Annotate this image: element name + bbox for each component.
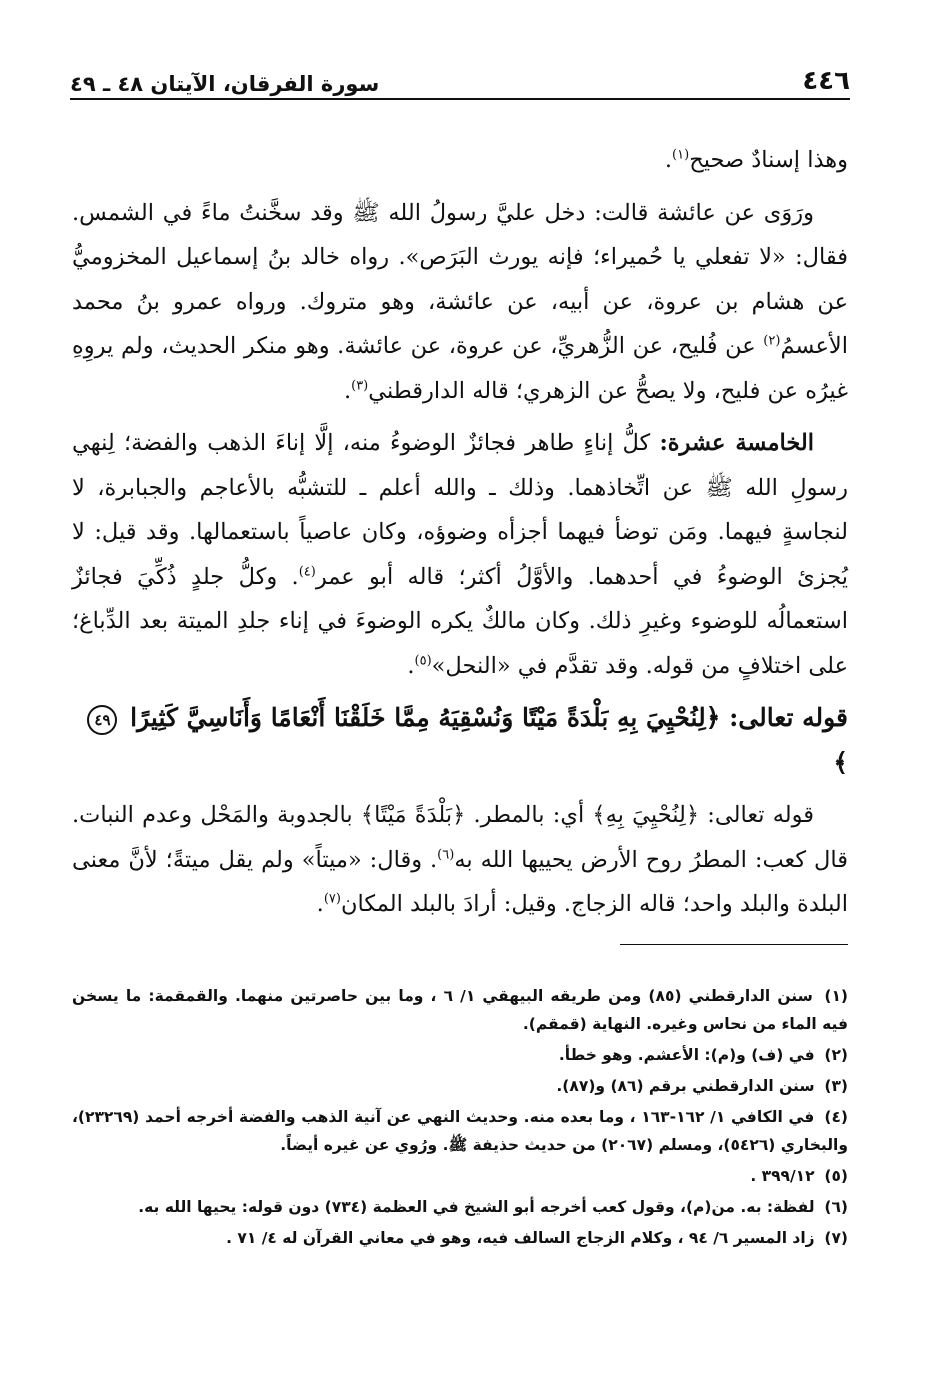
footnote-7: (٧) زاد المسير ٦/ ٩٤ ، وكلام الزجاج السالف فيه، وهو في معاني القرآن له ٤/ ٧١ .: [226, 1229, 848, 1247]
footnote-5: (٥) ٣٩٩/١٢ .: [750, 1167, 848, 1185]
footnote-4: (٤) في الكافي ١/ ١٦٢-١٦٣ ، وما بعده منه. وحديث النهي عن آنية الذهب والفضة أخرجه أحمد (٢٣٢٦٩)، والبخاري (٥٤٢٦)، ومسلم (٢٠٦٧) من حديث حذيفة ﷺ. ورُوي عن غيره أيضاً.: [72, 1108, 849, 1154]
paragraph-3: الخامسة عشرة: كلُّ إناءٍ طاهر فجائزٌ الوضوءُ منه، إلَّا إناءَ الذهب والفضة؛ لِنهي رسولِ الله ﷺ عن اتِّخاذهما. وذلك ـ والله أعلم ـ للتشبُّه بالأعاجم والجبابرة، لا لنجاسةٍ فيهما. ومَن توضأ فيهما أجزأه وضوؤه، وكان عاصياً باستعمالها. وقد قيل: لا يُجزئ الوضوءُ في أحدهما. والأوَّلُ أكثر؛ قاله أبو عمر$^{(٤)}$. وكلُّ جلدٍ ذُكِّيَ فجائزٌ استعمالُه للوضوء وغيرِ ذلك. وكان مالكٌ يكره الوضوءَ في إناء جلدِ الميتة بعد الدِّباغ؛ على اختلافٍ من قوله. وقد تقدَّم في «النحل»$^{(٥)}$.: [72, 430, 848, 679]
verse-heading: قوله تعالى: ﴿لِنُحْيِيَ بِهِ بَلْدَةً مَيْتًا وَنُسْقِيَهُ مِمَّا خَلَقْنَا أَنْعَامًا وَأَنَاسِيَّ كَثِيرًا ٤٩﴾: [72, 696, 848, 785]
footnote-ref-4: (٤): [298, 564, 316, 579]
footnote-ref-5: (٥): [414, 653, 432, 668]
footnote-ref-6: (٦): [437, 847, 455, 862]
running-title: سورة الفرقان، الآيتان ٤٨ ـ ٤٩: [70, 72, 380, 96]
ayah-number-marker: ٤٩: [87, 705, 117, 735]
footnotes: [72, 982, 848, 1255]
footnote-separator: [620, 944, 848, 945]
header-rule: [70, 98, 850, 100]
footnote-ref-7: (٧): [323, 891, 341, 907]
page-number: ٤٤٦: [802, 66, 850, 96]
footnote-ref-1: (١): [672, 147, 690, 163]
footnote-ref-2: (٢): [763, 333, 781, 349]
paragraph-4: قوله تعالى: ﴿لِنُحْيِيَ بِهِ﴾ أي: بالمطر. ﴿بَلْدَةً مَيْتًا﴾ بالجدوبة والمَحْل وعدم النبات. قال كعب: المطرُ روح الأرض يحييها الله به$^{(٦)}$. وقال: «ميتاً» ولم يقل ميتةً؛ لأنَّ معنى البلدة والبلد واحد؛ قاله الزجاج. وقيل: أرادَ بالبلد المكان$^{(٧)}$.: [72, 802, 848, 917]
issue-heading: الخامسة عشرة:: [659, 430, 814, 456]
footnote-ref-3: (٣): [351, 378, 369, 393]
quran-verse: ﴿لِنُحْيِيَ بِهِ بَلْدَةً مَيْتًا وَنُسْقِيَهُ مِمَّا خَلَقْنَا أَنْعَامًا وَأَنَاسِيَّ كَثِيرًا: [121, 703, 730, 732]
paragraph-2: ورَوَى عن عائشة قالت: دخل عليَّ رسولُ الله ﷺ وقد سخَّنتُ ماءً في الشمس. فقال: «لا تفعلي يا حُميراء؛ فإنه يورث البَرَص». رواه خالد بنُ إسماعيل المخزوميُّ عن هشام بن عروة، عن أبيه، عن عائشة، وهو متروك. ورواه عمرو بنُ محمد الأعسمُ$^{(٢)}$ عن فُليح، عن الزُّهريِّ، عن عروة، عن عائشة. وهو منكر الحديث، ولم يروِهِ غيرُه عن فليح، ولا يصحُّ عن الزهري؛ قاله الدارقطني$^{(٣)}$.: [72, 199, 848, 404]
footnote-6: (٦) لفظة: به. من(م)، وقول كعب أخرجه أبو الشيخ في العظمة (٧٣٤) دون قوله: يحيها الله به.: [138, 1198, 848, 1216]
main-text: [72, 138, 848, 935]
footnote-1: (١) سنن الدارقطني (٨٥) ومن طريقه البيهقي ١/ ٦ ، وما بين حاصرتين منهما. والقمقمة: ما يسخن فيه الماء من نحاس وغيره. النهاية (قمقم).: [72, 987, 849, 1033]
footnote-2: (٢) في (ف) و(م): الأعشم. وهو خطأ.: [558, 1046, 848, 1064]
paragraph-1: وهذا إسنادٌ صحيح$^{(١)}$.: [664, 147, 848, 173]
footnote-3: (٣) سنن الدارقطني برقم (٨٦) و(٨٧).: [556, 1077, 848, 1095]
page-header: [70, 60, 850, 96]
